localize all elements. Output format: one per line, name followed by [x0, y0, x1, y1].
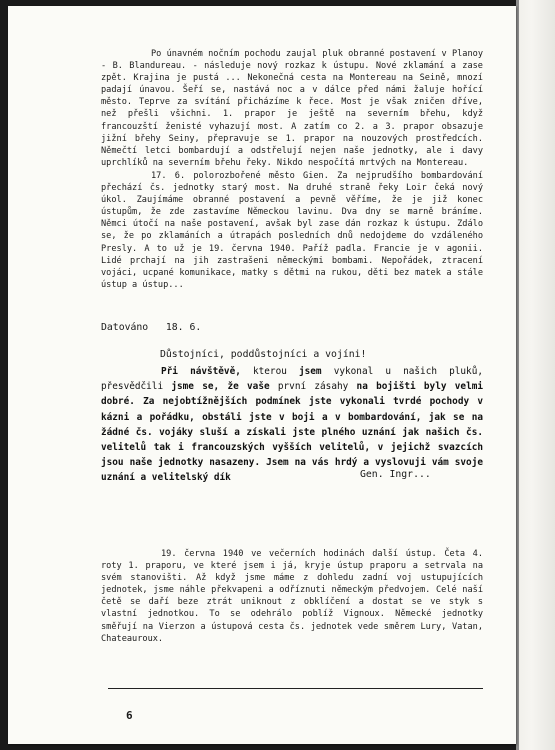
- dated-line: [101, 322, 201, 333]
- footer-rule: [108, 688, 483, 689]
- paragraph-gien: 17. 6. polorozbořené město Gien. Za nejprudšího bombardování přechází čs. jednotky starý most. Na druhé straně řeky Loir čeká nový úkol. Zaujímáme obranné postavení a pevně věříme, že je již konec ústupům, že zde zastavíme Německou lavinu. Dva dny se marně bráníme. Němci útočí na naše postavení, avšak byl zase dán rozkaz k ústupu. Zdálo se, že po zklamáních a útrapách posledních dnů nedojdeme do vzdáleného Presly. A to už je 19. června 1940. Paříž padla. Francie je v agonii. Lidé prchají na jih zastrašeni německými bombami. Nepořádek, ztracení vojáci, ucpané komunikace, matky s dětmi na rukou, děti bez matek a stále ústup a ústup...: [101, 171, 483, 290]
- speech-text: [101, 364, 483, 486]
- speech-segment: jsme se, že vaše: [171, 381, 278, 393]
- dated-value: 18. 6.: [165, 322, 202, 333]
- page-number: 6: [126, 709, 133, 722]
- dated-label: Datováno: [101, 322, 149, 333]
- paragraph-retreat: 19. června 1940 ve večerních hodinách další ústup. Četa 4. roty 1. praporu, ve které jsem i já, kryje ústup praporu a setrvala na svém stanovišti. Až když jsme máme z dohledu zadní voj ustupujících jednotek, jsme náhle překvapeni a odříznuti německým předvojem. Celé naší četě se daří beze ztrát uniknout z obklíčení a dostat se ve styk s vlastní jednotkou. To se odehrálo poblíž Vignoux. Německé jednotky směřují na Vierzon a ústupová cesta čs. jednotek vede směrem Lury, Vatan, Chateauroux.: [101, 549, 483, 644]
- page-edge: [516, 0, 555, 750]
- document-page: [8, 6, 516, 744]
- salutation: Důstojníci, poddůstojníci a vojíni!: [160, 349, 367, 360]
- speech-segment: vykonal u našich pluků, přesvědčili: [101, 366, 483, 393]
- page-edge-shadow: [516, 0, 519, 750]
- speech-segment: kterou: [253, 366, 299, 377]
- speech-segment: Při: [161, 366, 191, 377]
- speech-segment: kázni a pořádku, obstáli jste v boji a v bombardování, jak se na žádné čs. vojáky sluší a získali jste plného uznání jak našich čs. velitelů tak i francouzských vyšších velitelů, v jejichž svazcích jsou naše jednotky nasazeny. Jsem na vás hrdý a vyslovuji vám svoje uznání a velitelský dík: [101, 411, 483, 484]
- speech-segment: návštěvě,: [190, 366, 253, 377]
- speech-segment: první zásahy: [277, 381, 357, 393]
- signature: Gen. Ingr...: [360, 469, 431, 480]
- speech-segment: na bojišti byly velmi dobré. Za nejobtížnějších podmínek jste vykonali tvrdé pochody v: [101, 381, 483, 408]
- paragraph-montereau: Po únavném nočním pochodu zaujal pluk obranné postavení v Planoy - B. Blandureau. - následuje nový rozkaz k ústupu. Nové zklamání a zase zpět. Krajina je pustá ... Nekonečná cesta na Montereau na Seině, mnozí padají únavou. Šeří se, nastává noc a v dálce před námi žaluje hořící město. Teprve za svítání přicházíme k řece. Most je však zničen dříve, než přešli všichni. 1. prapor je ještě na severním břehu, když francouzští ženisté vyhazují most. A zatím co 2. a 3. prapor obsazuje jižní břehy Seiny, přepravuje se 1. prapor na nouzových prostředcích. Němečtí letci bombardují a odstřelují nejen naše jednotky, ale i davy uprchlíků na severním břehu řeky. Nikdo nespočítá mrtvých na Montereau.: [101, 49, 483, 168]
- speech-segment: jsem: [299, 366, 334, 377]
